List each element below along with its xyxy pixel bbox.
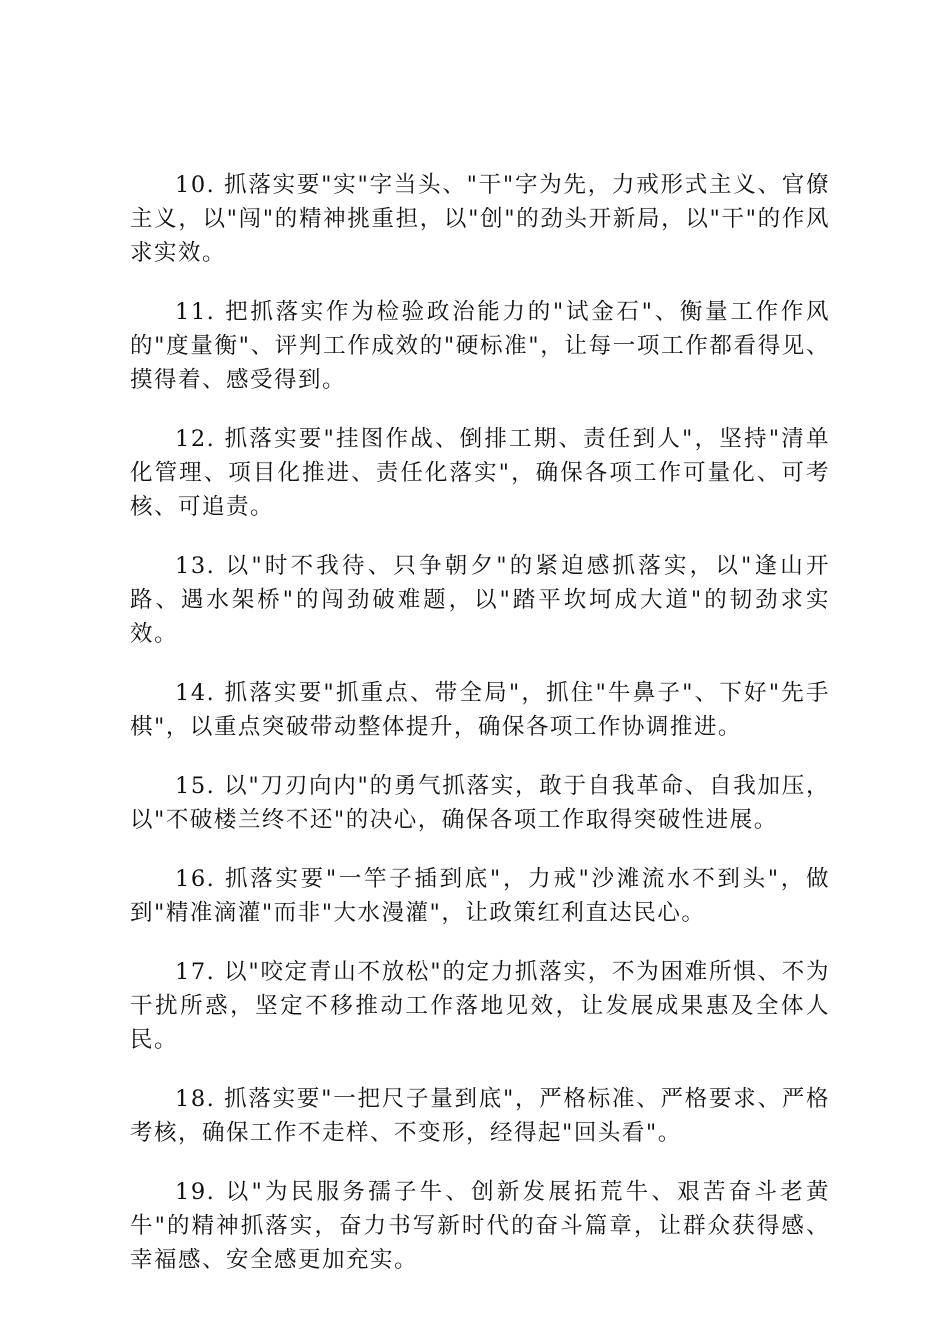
paragraph-17: 17. 以"咬定青山不放松"的定力抓落实，不为困难所惧、不为干扰所惑，坚定不移推动工作落地见效，让发展成果惠及全体人民。 bbox=[130, 959, 830, 1053]
paragraph-19: 19. 以"为民服务孺子牛、创新发展拓荒牛、艰苦奋斗老黄牛"的精神抓落实，奋力书写新时代的奋斗篇章，让群众获得感、幸福感、安全感更加充实。 bbox=[130, 1179, 830, 1273]
paragraph-18: 18. 抓落实要"一把尺子量到底"，严格标准、严格要求、严格考核，确保工作不走样、不变形，经得起"回头看"。 bbox=[130, 1086, 830, 1146]
paragraph-15: 15. 以"刀刃向内"的勇气抓落实，敢于自我革命、自我加压，以"不破楼兰终不还"的决心，确保各项工作取得突破性进展。 bbox=[130, 773, 830, 833]
paragraph-12: 12. 抓落实要"挂图作战、倒排工期、责任到人"，坚持"清单化管理、项目化推进、责任化落实"，确保各项工作可量化、可考核、可追责。 bbox=[130, 426, 830, 520]
paragraph-13: 13. 以"时不我待、只争朝夕"的紧迫感抓落实，以"逢山开路、遇水架桥"的闯劲破难题，以"踏平坎坷成大道"的韧劲求实效。 bbox=[130, 553, 830, 647]
paragraph-16: 16. 抓落实要"一竿子插到底"，力戒"沙滩流水不到头"，做到"精准滴灌"而非"大水漫灌"，让政策红利直达民心。 bbox=[130, 866, 830, 926]
paragraph-11: 11. 把抓落实作为检验政治能力的"试金石"、衡量工作作风的"度量衡"、评判工作成效的"硬标准"，让每一项工作都看得见、摸得着、感受得到。 bbox=[130, 299, 830, 393]
document-page bbox=[130, 168, 830, 1302]
paragraph-10: 10. 抓落实要"实"字当头、"干"字为先，力戒形式主义、官僚主义，以"闯"的精神挑重担，以"创"的劲头开新局，以"干"的作风求实效。 bbox=[130, 172, 830, 266]
paragraph-14: 14. 抓落实要"抓重点、带全局"，抓住"牛鼻子"、下好"先手棋"，以重点突破带动整体提升，确保各项工作协调推进。 bbox=[130, 680, 830, 740]
